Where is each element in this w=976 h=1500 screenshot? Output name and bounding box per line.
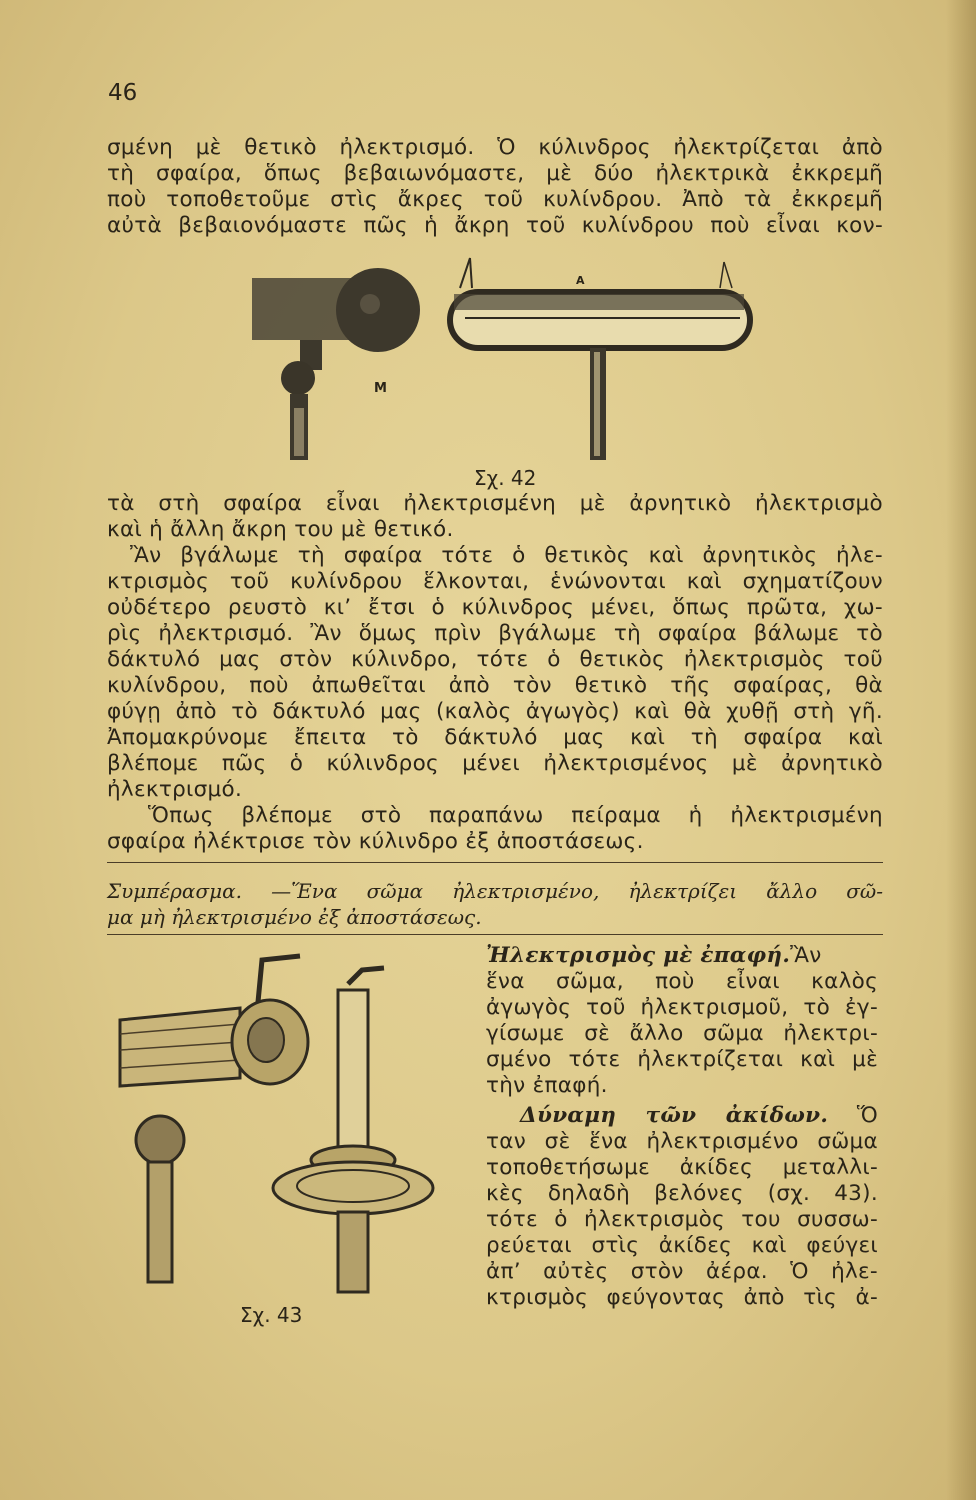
text-line: σφαίρα ἠλέκτρισε τὸν κύλινδρο ἐξ ἀποστάσεως. (107, 829, 644, 854)
text-line: δάκτυλό μας στὸν κύλινδρο, τότε ὁ θετικὸς ἠλεκτρισμὸς τοῦ (107, 647, 883, 672)
text-line: τότε ὁ ἠλεκτρισμὸς του συσσω- (486, 1207, 878, 1232)
section-divider (107, 934, 883, 935)
right-column-heading-line (486, 943, 878, 969)
conclusion-block (107, 878, 883, 930)
text-line: Ἀπομακρύνομε ἔπειτα τὸ δάκτυλό μας καὶ τὴ σφαίρα καὶ (107, 725, 883, 750)
text-line: ρὶς ἠλεκτρισμό. Ἂν ὅμως πρὶν βγάλωμε τὴ σφαίρα βάλωμε τὸ (107, 621, 883, 646)
text-line: ἕνα σῶμα, ποὺ εἶναι καλὸς (486, 969, 878, 994)
text-line: γίσωμε σὲ ἄλλο σῶμα ἠλεκτρι- (486, 1021, 878, 1046)
text-line: τὰ στὴ σφαίρα εἶναι ἠλεκτρισμένη μὲ ἀρνητικὸ ἠλεκτρισμὸ (107, 491, 883, 516)
text-line: ταν σὲ ἕνα ἠλεκτρισμένο σῶμα (486, 1129, 878, 1154)
text-line: Ἂν βγάλωμε τὴ σφαίρα τότε ὁ θετικὸς καὶ ἀρνητικὸς ἠλε- (130, 543, 883, 568)
text-line: οὐδέτερο ρευστὸ κι’ ἔτσι ὁ κύλινδρος μένει, ὅπως πρῶτα, χω- (107, 595, 883, 620)
figure-42-caption: Σχ. 42 (474, 466, 537, 490)
right-column-heading-line (520, 1103, 878, 1129)
text-line: Ὅπως βλέπομε στὸ παραπάνω πείραμα ἡ ἠλεκτρισμένη (148, 803, 883, 828)
conclusion-line: μα μὴ ἠλεκτρισμένο ἐξ ἀποστάσεως. (107, 905, 482, 929)
text-line: ρεύεται στὶς ἀκίδες καὶ φεύγει (486, 1233, 878, 1258)
text-line: καὶ ἡ ἄλλη ἄκρη του μὲ θετικό. (107, 517, 454, 542)
text-line: ποὺ τοποθετοῦμε στὶς ἄκρες τοῦ κυλίνδρου. Ἀπὸ τὰ ἐκκρεμῆ (107, 187, 883, 212)
text-line: ἀπ’ αὐτὲς στὸν ἀέρα. Ὁ ἠλε- (486, 1259, 878, 1284)
text-line: κὲς δηλαδὴ βελόνες (σχ. 43). (486, 1181, 878, 1206)
text-line: ἠλεκτρισμό. (107, 777, 243, 802)
page-edge-shadow (946, 0, 976, 1500)
heading-tail: Ἂν (790, 943, 822, 968)
conductor-cylinder-apparatus (450, 258, 750, 460)
conclusion-line: Συμπέρασμα. —Ἕνα σῶμα ἠλεκτρισμένο, ἠλεκτρίζει ἄλλο σῶ- (107, 879, 883, 903)
text-line: κτρισμὸς φεύγοντας ἀπὸ τὶς ἀ- (486, 1285, 878, 1310)
figure-43-caption: Σχ. 43 (240, 1303, 303, 1327)
text-line: τὴ σφαίρα, ὅπως βεβαιωνόμαστε, μὲ δύο ἠλεκτρικὰ ἐκκρεμῆ (107, 161, 883, 186)
figure-43-illustration (100, 950, 480, 1300)
text-line: αὐτὰ βεβαιονόμαστε πῶς ἡ ἄκρη τοῦ κυλίνδρου ποὺ εἶναι κον- (107, 213, 883, 238)
text-line: κτρισμὸς τοῦ κυλίνδρου ἕλκονται, ἑνώνονται καὶ σχηματίζουν (107, 569, 883, 594)
cylinder-with-needle (120, 956, 308, 1282)
text-line: τοποθετήσωμε ἀκίδες μεταλλι- (486, 1155, 878, 1180)
text-line: βλέπομε πῶς ὁ κύλινδρος μένει ἠλεκτρισμένος μὲ ἀρνητικὸ (107, 751, 883, 776)
charged-sphere-apparatus (252, 268, 420, 460)
heading-power-of-points: Δύναμη τῶν ἀκίδων. (520, 1103, 829, 1128)
heading-contact-electrification: Ἠλεκτρισμὸς μὲ ἐπαφή. (486, 943, 791, 968)
text-line: σμένη μὲ θετικὸ ἠλεκτρισμό. Ὁ κύλινδρος ἠλεκτρίζεται ἀπὸ (107, 135, 883, 160)
section-divider (107, 862, 883, 863)
figure-42-illustration (240, 248, 800, 468)
text-line: φύγῃ ἀπὸ τὸ δάκτυλό μας (καλὸς ἀγωγὸς) καὶ θὰ χυθῇ στὴ γῆ. (107, 699, 883, 724)
text-line: ἀγωγὸς τοῦ ἠλεκτρισμοῦ, τὸ ἐγ- (486, 995, 878, 1020)
text-line: τὴν ἐπαφή. (486, 1073, 608, 1098)
text-line: σμένο τότε ἠλεκτρίζεται καὶ μὲ (486, 1047, 878, 1072)
text-line: κυλίνδρου, ποὺ ἀπωθεῖται ἀπὸ τὸν θετικὸ τῆς σφαίρας, θὰ (107, 673, 883, 698)
label-m: Μ (374, 381, 387, 396)
page-number: 46 (108, 80, 138, 106)
heading-tail: Ὅ (856, 1103, 878, 1128)
label-a: Α (576, 274, 585, 287)
